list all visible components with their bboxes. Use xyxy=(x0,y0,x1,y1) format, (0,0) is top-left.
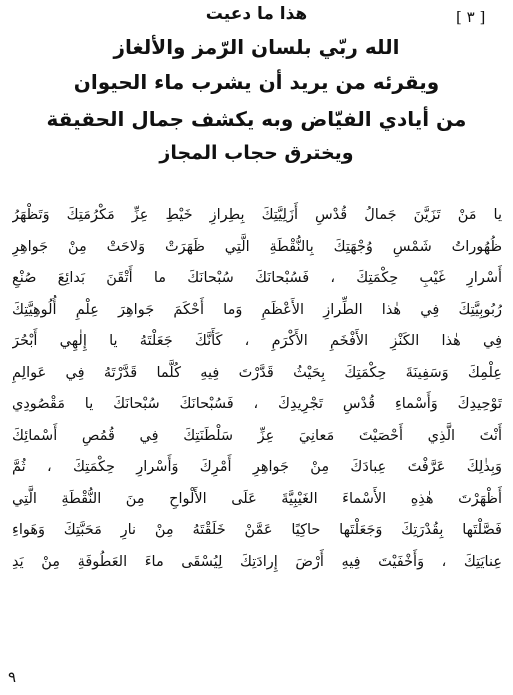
body-line: أَنْتَ الَّذِي أَحْصَيْتَ مَعانِيَ عِزِّ سَلْطَنَتِكَ فِي قُمُصِ أَسْمائِكَ xyxy=(12,427,502,444)
body-line: عِنايَتِكَ ، وَأَخْفَيْتَ فِيهِ أَرْضَ إِرادَتِكَ لِيُسْقَى ماءَ العَطُوفَةِ مِنْ يَدِ xyxy=(12,553,502,570)
body-line: ظُهُوراتُ شَمْسِ وُجْهَتِكَ بِالنُّقْطَةِ الَّتِي ظَهَرَتْ وَلاحَتْ مِنْ جَواهِرِ xyxy=(12,238,502,255)
body-line: فِي هٰذا الكَنْزِ الأَفْخَمِ الأَكْرَمِ ، كَأَنَّكَ جَعَلْتَهُ يا إِلٰهِي أَبْحُرَ xyxy=(12,333,502,349)
body-line: عِلْمِكَ وَسَفِينَةَ حِكْمَتِكَ بِحَيْثُ قَدَّرْتَ فِيهِ كُلَّما قَدَّرْتَهُ فِي عَوالِمِ xyxy=(12,364,502,381)
body-line: فَصَّلْتَها بِقُدْرَتِكَ وَجَعَلْتَها حاكِيًا عَمَّنْ خَلَقْتَهُ مِنْ نارِ مَحَبَّتِكَ وَهَواءِ xyxy=(12,522,502,538)
body-line: أَظْهَرْتَ هٰذِهِ الأَسْماءَ الغَيْبِيَّةَ عَلَى الأَلْواحِ مِنَ النُّقْطَةِ الَّتِي xyxy=(12,490,502,507)
heading-line-5: ويخترق حجاب المجاز xyxy=(159,142,354,164)
body-line: رُبُوبِيَّتِكَ فِي هٰذا الطِّرازِ الأَعْظَمِ وَما أَحْكَمَ جَواهِرَ عِلْمِ أُلُوهِيَّتِكَ xyxy=(12,301,502,318)
body-line: وَبِذٰلِكَ عَرَّفْتَ عِبادَكَ مِنْ جَواهِرِ أَمْرِكَ وَأَسْرارِ حِكْمَتِكَ ، ثُمَّ xyxy=(12,459,502,475)
heading-line-1: هذا ما دعيت xyxy=(205,4,308,24)
prayer-body xyxy=(12,200,502,578)
section-marker: [ ٣ ] xyxy=(456,8,486,26)
heading-line-3: ويقرئه من يريد أن يشرب ماء الحيوان xyxy=(73,70,440,94)
heading-line-4: من أيادي الفيّاض وبه يكشف جمال الحقيقة xyxy=(46,107,467,131)
body-line: تَوْحِيدِكَ وَأَسْماءِ قُدْسِ تَجْرِيدِكَ ، فَسُبْحانَكَ سُبْحانَكَ يا مَقْصُودِي xyxy=(12,396,502,412)
heading-line-2: الله ربّي بلسان الرّمز والألغاز xyxy=(113,35,400,59)
body-line: أَسْرارِ غَيْبِ حِكْمَتِكَ ، فَسُبْحانَكَ سُبْحانَكَ ما أَتْقَنَ بَدائِعَ صُنْعِ xyxy=(12,270,502,286)
page-number: ٩ xyxy=(8,668,17,686)
body-line: يا مَنْ تَزَيَّنَ جَمالُ قُدْسِ أَزَلِيَّتِكَ بِطِرازِ خَيْطِ عِزِّ مَكْرُمَتِكَ وَتَظْهَرُ xyxy=(12,207,502,223)
